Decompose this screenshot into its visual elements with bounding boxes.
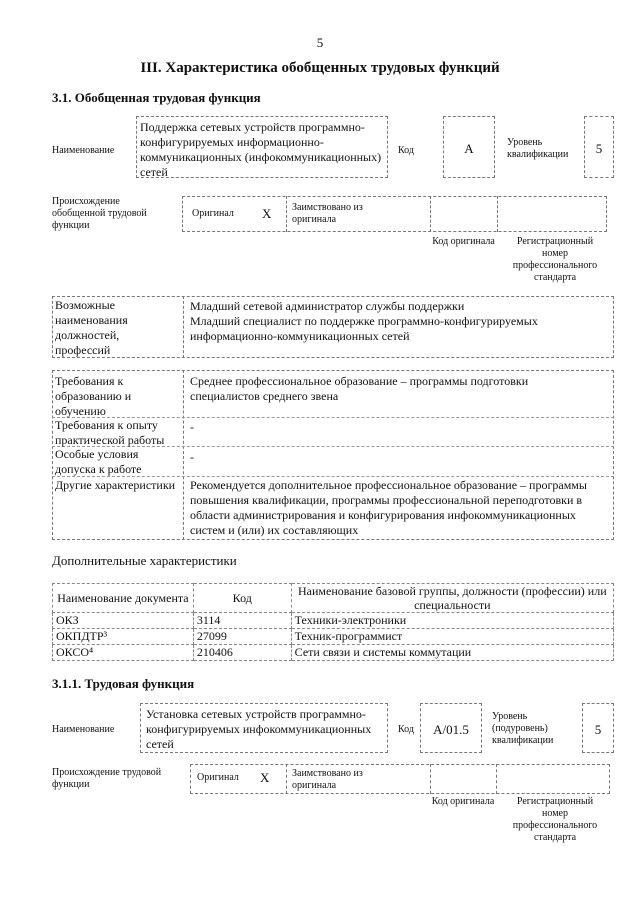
page-number: 5 bbox=[316, 35, 324, 50]
tf-name-value: Установка сетевых устройств программно-конфигурируемых инфокоммуникационных сетей bbox=[140, 703, 388, 753]
gtf-code-label: Код bbox=[398, 145, 414, 156]
tf-original-mark: X bbox=[260, 770, 270, 785]
table-row bbox=[53, 645, 614, 661]
tf-code-label: Код bbox=[398, 724, 414, 735]
row-document: ОКПДТР³ bbox=[53, 629, 194, 645]
row-group: Техник-программист bbox=[291, 629, 613, 645]
header-code: Код bbox=[193, 584, 291, 613]
gtf-level-label: Уровень квалификации bbox=[507, 137, 569, 160]
header-document: Наименование документа bbox=[53, 584, 194, 613]
tf-level-value: 5 bbox=[582, 703, 614, 753]
row-group: Техники-электроники bbox=[291, 613, 613, 629]
tf-origin-label: Происхождение трудовой функции bbox=[52, 767, 162, 790]
req-experience-label: Требования к опыту практической работы bbox=[55, 418, 165, 447]
req-other-value: Рекомендуется дополнительное профессиональное образование – программы повышения квалификации, программы профессиональной переподготовки в области администрирования и конфигурирования инфокоммуникационных систем и (или) их составляющих bbox=[190, 478, 587, 537]
tf-reg-num-label: Регистрационный номер профессионального стандарта bbox=[512, 796, 598, 843]
row-code: 27099 bbox=[193, 629, 291, 645]
tf-name-label: Наименование bbox=[52, 724, 115, 735]
row-document: ОКЗ bbox=[53, 613, 194, 629]
req-conditions-label: Особые условия допуска к работе bbox=[55, 447, 142, 476]
header-group: Наименование базовой группы, должности (профессии) или специальности bbox=[291, 584, 613, 613]
gtf-origin-box bbox=[182, 196, 607, 232]
req-other-label: Другие характеристики bbox=[55, 478, 176, 492]
additional-table-header bbox=[53, 584, 614, 613]
gtf-code-orig-label: Код оригинала bbox=[432, 236, 495, 247]
row-document: ОКСО⁴ bbox=[53, 645, 194, 661]
additional-title: Дополнительные характеристики bbox=[52, 553, 237, 568]
tf-origin-box bbox=[190, 764, 610, 794]
tf-code-orig-label: Код оригинала bbox=[431, 796, 495, 807]
gtf-level-value: 5 bbox=[584, 116, 614, 178]
tf-code-value: A/01.5 bbox=[420, 703, 482, 753]
gtf-name-label: Наименование bbox=[52, 145, 115, 156]
row-group: Сети связи и системы коммутации bbox=[291, 645, 613, 661]
gtf-origin-label: Происхождение обобщенной трудовой функции bbox=[52, 196, 147, 231]
req-education-value: Среднее профессиональное образование – программы подготовки специалистов среднего звена bbox=[190, 374, 529, 403]
positions-line-2: Младший специалист по поддержке программно-конфигурируемых информационно-коммуникационных сетей bbox=[190, 314, 538, 343]
gtf-borrowed-label: Заимствовано из оригинала bbox=[292, 202, 363, 225]
req-conditions-value: - bbox=[190, 450, 194, 464]
table-row bbox=[53, 613, 614, 629]
gtf-code-value: A bbox=[443, 116, 495, 178]
tf-level-label: Уровень (подуровень) квалификации bbox=[492, 711, 554, 746]
gtf-original-mark: X bbox=[262, 206, 272, 221]
row-code: 210406 bbox=[193, 645, 291, 661]
tf-borrowed-label: Заимствовано из оригинала bbox=[292, 768, 363, 791]
tf-original-label: Оригинал bbox=[197, 772, 239, 783]
subsection-3-1-1-title: 3.1.1. Трудовая функция bbox=[52, 676, 195, 691]
gtf-original-label: Оригинал bbox=[192, 208, 234, 219]
row-code: 3114 bbox=[193, 613, 291, 629]
gtf-name-value: Поддержка сетевых устройств программно-конфигурируемых информационно-коммуникационных (инфокоммуникационных) сетей bbox=[136, 116, 388, 178]
req-education-label: Требования к образованию и обучению bbox=[55, 374, 132, 418]
positions-label: Возможные наименования должностей, профессий bbox=[55, 298, 128, 357]
gtf-reg-num-label: Регистрационный номер профессионального стандарта bbox=[512, 236, 598, 283]
additional-table bbox=[52, 583, 614, 661]
section-title: III. Характеристика обобщенных трудовых функций bbox=[140, 60, 500, 76]
table-row bbox=[53, 629, 614, 645]
req-experience-value: - bbox=[190, 420, 194, 434]
positions-line-1: Младший сетевой администратор службы поддержки bbox=[190, 299, 465, 313]
subsection-3-1-title: 3.1. Обобщенная трудовая функция bbox=[52, 90, 261, 105]
